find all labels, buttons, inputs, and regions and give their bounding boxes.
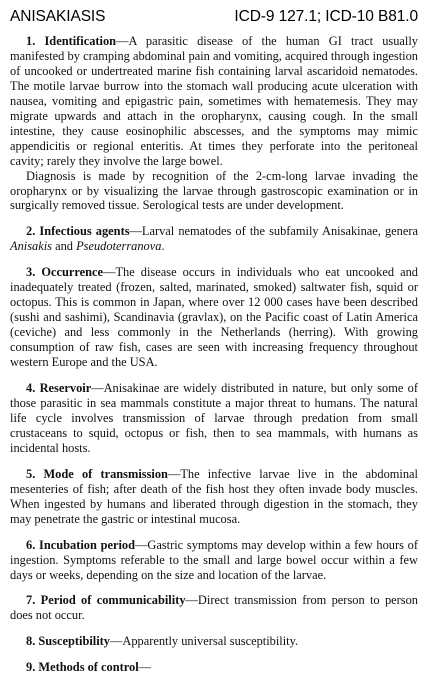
section-text: . <box>161 239 165 254</box>
genus-name: Pseudoterranova <box>76 239 162 254</box>
section-identification-diagnosis: Diagnosis is made by recognition of the 2-cm-long larvae invading the oropharynx or by visualizing the larvae through gastroscopic examination or in surgically removed tissue. Serological tests are under development. <box>10 168 418 213</box>
section-text: and <box>52 239 77 254</box>
section-text: —The infective larvae live in the abdominal mesenteries of fish; after death of the fish host they often invade body muscles. When ingested by humans and liberated through digestion in the stomach, they may penetrate the gastric or intestinal mucosa. <box>10 466 418 526</box>
section-heading: 3. Occurrence <box>26 265 104 280</box>
section-identification <box>10 34 418 169</box>
running-header <box>10 8 418 28</box>
section-heading: 5. Mode of transmission <box>26 466 168 481</box>
document-body <box>10 34 418 686</box>
disease-title: ANISAKIASIS <box>10 8 106 25</box>
section-text: —Apparently universal susceptibility. <box>110 634 299 649</box>
section-text: — <box>138 660 152 675</box>
section-text: —Larval nematodes of the subfamily Anisakinae, genera <box>129 224 418 239</box>
section-occurrence <box>10 265 418 370</box>
section-susceptibility <box>10 634 418 649</box>
section-heading: 8. Susceptibility <box>26 634 110 649</box>
section-reservoir <box>10 381 418 456</box>
section-infectious-agents <box>10 224 418 254</box>
section-heading: 1. Identification <box>26 34 117 48</box>
section-heading: 9. Methods of control <box>26 660 139 675</box>
section-text: —A parasitic disease of the human GI tract usually manifested by cramping abdominal pain and vomiting, acquired through ingestion of uncooked or undertreated marine fish containing larval ascaridoid nematodes. The motile larvae burrow into the stomach wall producing acute ulceration with nausea, vomiting and epigastric pain, sometimes with hematemesis. They may migrate upwards and attach in the oropharynx, causing cough. In the small intestine, they cause eosinophilic abscesses, and the symptoms may mimic appendicitis or regional enteritis. At times they perforate into the peritoneal cavity; rarely they involve the large bowel. <box>10 34 419 168</box>
section-heading: 6. Incubation period <box>26 537 135 552</box>
section-heading: 4. Reservoir <box>26 381 92 396</box>
section-heading: 7. Period of communicability <box>26 593 186 608</box>
bottom-fade <box>0 679 432 691</box>
section-text: —Direct transmission from person to person does not occur. <box>10 593 418 623</box>
section-incubation-period <box>10 538 418 583</box>
genus-name: Anisakis <box>10 239 52 254</box>
section-text: —Gastric symptoms may develop within a few hours of ingestion. Symptoms referable to the small and large bowel occur within a few days or weeks, depending on the size and location of the larvae. <box>10 537 418 582</box>
section-period-of-communicability <box>10 593 418 623</box>
section-heading: 2. Infectious agents <box>26 224 130 239</box>
icd-codes: ICD-9 127.1; ICD-10 B81.0 <box>234 8 418 25</box>
section-mode-of-transmission <box>10 467 418 527</box>
section-text: —Anisakinae are widely distributed in nature, but only some of those parasitic in sea mammals constitute a major threat to humans. The natural life cycle involves transmission of larvae through predation from small crustaceans to squid, octopus or fish, then to sea mammals, with humans as incidental hosts. <box>10 381 418 455</box>
section-methods-of-control <box>10 660 418 675</box>
section-text: —The disease occurs in individuals who eat uncooked and inadequately treated (frozen, salted, marinated, smoked) saltwater fish, squid or octopus. This is common in Japan, where over 12 000 cases have been described (sushi and sashimi), Scandinavia (gravlax), on the Pacific coast of Latin America (ceviche) and less commonly in the Netherlands (herring). With growing consumption of raw fish, cases are seen with increasing frequency throughout western Europe and the USA. <box>10 265 418 370</box>
